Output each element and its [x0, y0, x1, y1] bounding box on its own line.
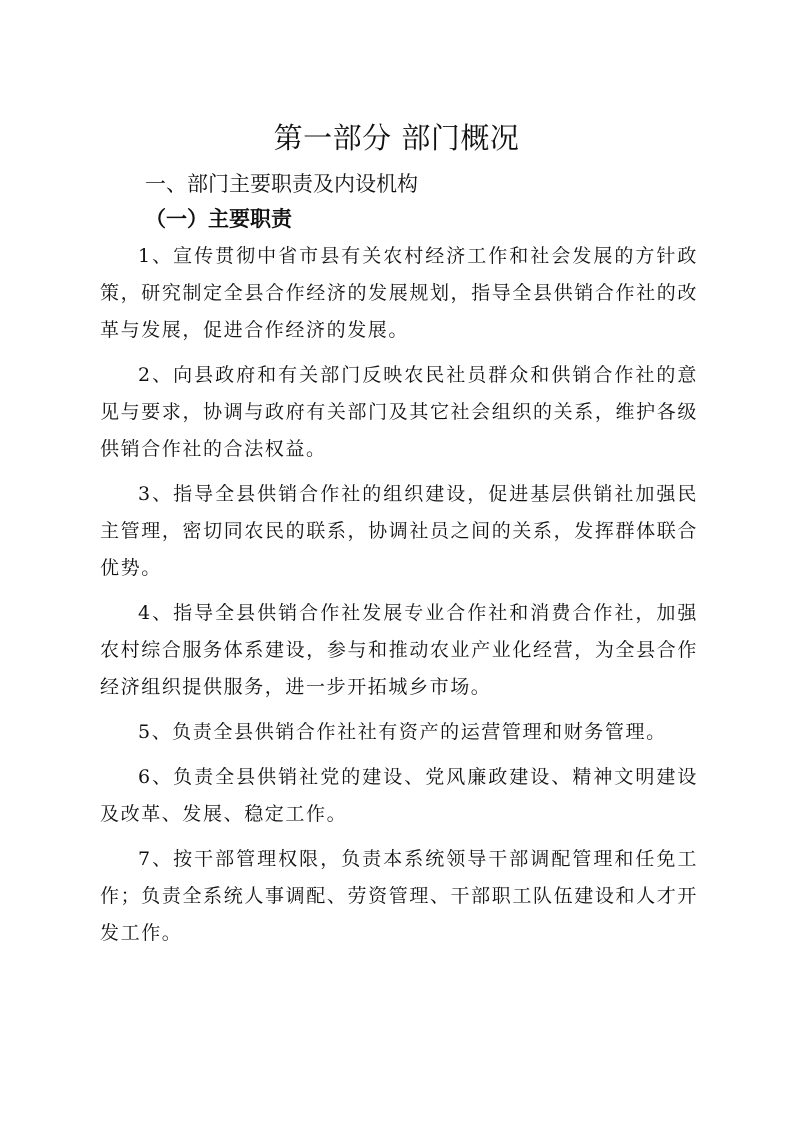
paragraph: 4、指导全县供销合作社发展专业合作社和消费合作社，加强农村综合服务体系建设，参与和推动农业产业化经营，为全县合作经济组织提供服务，进一步开拓城乡市场。 — [100, 602, 698, 698]
page-title: 第一部分 部门概况 — [273, 121, 520, 155]
section-heading: 一、部门主要职责及内设机构 — [145, 172, 418, 196]
paragraph: 5、负责全县供销合作社社有资产的运营管理和财务管理。 — [138, 721, 667, 743]
paragraph: 6、负责全县供销社党的建设、党风廉政建设、精神文明建设及改革、发展、稳定工作。 — [100, 766, 698, 825]
paragraph: 3、指导全县供销合作社的组织建设，促进基层供销社加强民主管理，密切同农民的联系，协调社员之间的关系，发挥群体联合优势。 — [100, 483, 698, 579]
subsection-heading: （一）主要职责 — [145, 207, 292, 231]
document-body — [100, 238, 698, 960]
paragraph: 2、向县政府和有关部门反映农民社员群众和供销合作社的意见与要求，协调与政府有关部门及其它社会组织的关系，维护各级供销合作社的合法权益。 — [100, 364, 698, 460]
paragraph: 7、按干部管理权限，负责本系统领导干部调配管理和任免工作；负责全系统人事调配、劳资管理、干部职工队伍建设和人才开发工作。 — [100, 848, 698, 944]
paragraph: 1、宣传贯彻中省市县有关农村经济工作和社会发展的方针政策，研究制定全县合作经济的发展规划，指导全县供销合作社的改革与发展，促进合作经济的发展。 — [100, 245, 698, 341]
